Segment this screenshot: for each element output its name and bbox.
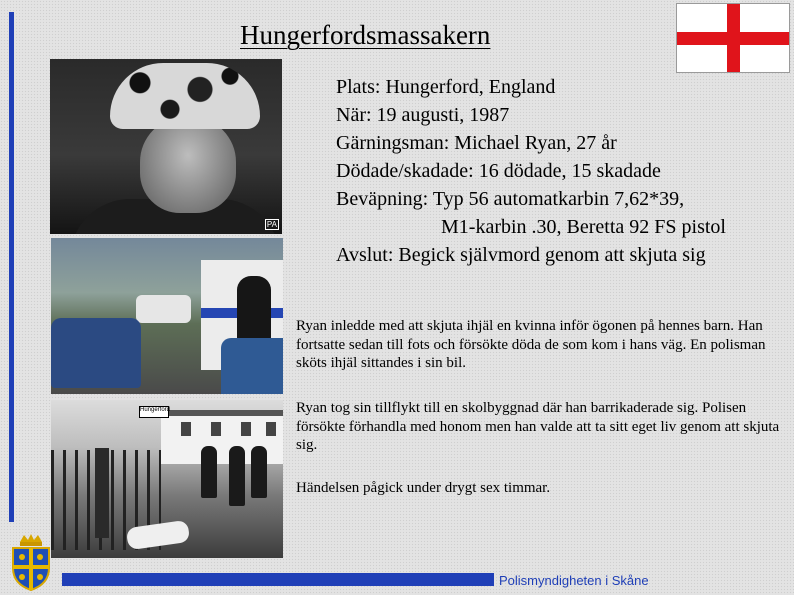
incident-details — [336, 73, 726, 269]
photo-credit: PA — [266, 220, 277, 229]
footer-organization: Polismyndigheten i Skåne — [499, 573, 649, 588]
police-crest-icon — [8, 532, 54, 592]
left-accent-rule — [9, 12, 14, 522]
detail-place: Plats: Hungerford, England — [336, 76, 556, 98]
detail-ending: Avslut: Begick självmord genom att skjuta sig — [336, 244, 706, 266]
narrative-paragraph: Händelsen pågick under drygt sex timmar. — [296, 480, 551, 496]
narrative-paragraph: Ryan tog sin tillflykt till en skolbyggnad där han barrikaderade sig. Polisen försökte förhandla med honom men han valde att ta sitt eget liv genom att skjuta sig. — [296, 400, 780, 453]
street-sign: Hungerford — [139, 406, 169, 418]
slide-title: Hungerfordsmassakern — [240, 20, 491, 50]
crime-scene-photo — [51, 400, 283, 558]
detail-weapons-continued: M1-karbin .30, Beretta 92 FS pistol — [441, 216, 726, 238]
narrative-paragraph: Ryan inledde med att skjuta ihjäl en kvinna inför ögonen på hennes barn. Han fortsatte sedan till fots och försökte döda de som kom i hans väg. En polisman sköts ihjäl sittandes i sin bil. — [296, 318, 766, 371]
perpetrator-portrait-photo — [50, 59, 282, 234]
detail-date: När: 19 augusti, 1987 — [336, 104, 510, 126]
detail-weapons: Beväpning: Typ 56 automatkarbin 7,62*39, — [336, 188, 685, 210]
detail-perpetrator: Gärningsman: Michael Ryan, 27 år — [336, 132, 617, 154]
detail-casualties: Dödade/skadade: 16 dödade, 15 skadade — [336, 160, 661, 182]
footer-bar — [62, 573, 494, 586]
england-flag-icon — [676, 3, 790, 73]
street-scene-photo — [51, 238, 283, 394]
